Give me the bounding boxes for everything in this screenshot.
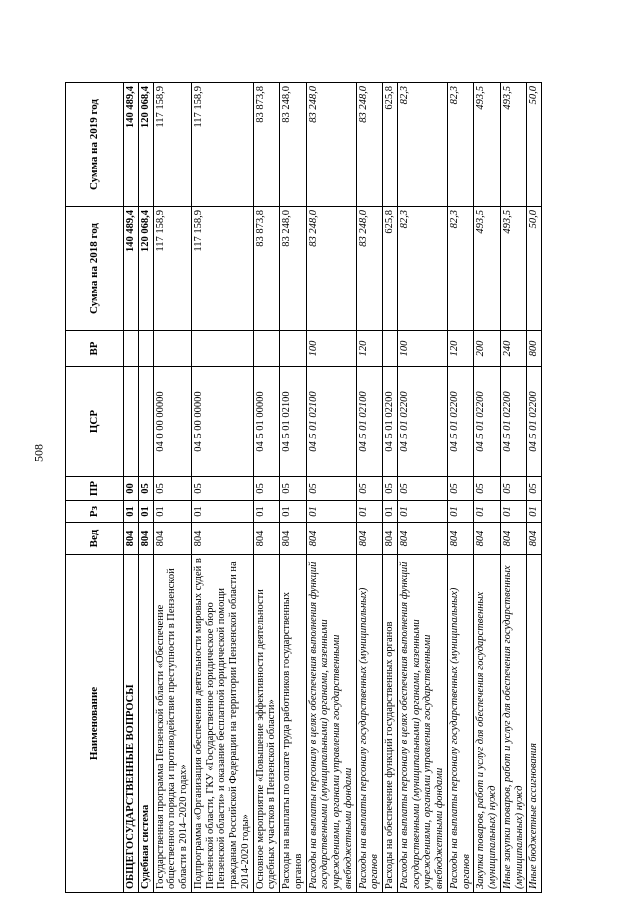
- cell-rz: 01: [191, 501, 253, 523]
- cell-rz: 01: [356, 501, 383, 523]
- header-csr: ЦСР: [66, 367, 124, 477]
- cell-sum-2018: 50,0: [527, 207, 542, 331]
- cell-csr: 04 5 00 00000: [191, 367, 253, 477]
- cell-csr: 04 0 00 00000: [153, 367, 191, 477]
- cell-csr: 04 5 01 02200: [397, 367, 447, 477]
- cell-sum-2019: 83 248,0: [306, 83, 356, 207]
- cell-pr: 05: [527, 477, 542, 501]
- cell-ved: 804: [356, 523, 383, 555]
- header-vr: ВР: [66, 331, 124, 367]
- cell-pr: 05: [500, 477, 527, 501]
- cell-rz: 01: [527, 501, 542, 523]
- cell-sum-2018: 82,3: [447, 207, 474, 331]
- cell-sum-2018: 493,5: [474, 207, 501, 331]
- table-row: [191, 83, 253, 893]
- cell-ved: 804: [397, 523, 447, 555]
- table-body: [124, 83, 542, 893]
- cell-pr: 05: [447, 477, 474, 501]
- cell-pr: 05: [191, 477, 253, 501]
- cell-sum-2018: 117 158,9: [153, 207, 191, 331]
- cell-sum-2019: 493,5: [474, 83, 501, 207]
- cell-vr: [253, 331, 280, 367]
- cell-sum-2018: 83 248,0: [280, 207, 307, 331]
- cell-pr: 05: [253, 477, 280, 501]
- cell-csr: 04 5 01 00000: [253, 367, 280, 477]
- cell-pr: 05: [356, 477, 383, 501]
- cell-csr: 04 5 01 02100: [356, 367, 383, 477]
- cell-name: Подпрограмма «Организация обеспечения деятельности мировых судей в Пензенской области, ГКУ «Государственное юридическое бюро Пензенской области» и оказание бесплатной юридической помощи гражданам Российской Федерации на территории Пензенской области на 2014-2020 годы»: [191, 555, 253, 893]
- cell-pr: 05: [474, 477, 501, 501]
- cell-name: Расходы на выплаты персоналу государственных (муниципальных) органов: [356, 555, 383, 893]
- table-row: [527, 83, 542, 893]
- cell-rz: 01: [253, 501, 280, 523]
- cell-sum-2019: 82,3: [447, 83, 474, 207]
- cell-name: Основное мероприятие «Повышение эффективности деятельности судебных участков в Пензенской области»: [253, 555, 280, 893]
- table-row: [383, 83, 398, 893]
- header-rz: Рз: [66, 501, 124, 523]
- cell-sum-2018: 83 248,0: [306, 207, 356, 331]
- cell-rz: 01: [474, 501, 501, 523]
- cell-name: Расходы на обеспечение функций государственных органов: [383, 555, 398, 893]
- cell-vr: 200: [474, 331, 501, 367]
- cell-rz: 01: [397, 501, 447, 523]
- cell-pr: 05: [306, 477, 356, 501]
- cell-sum-2019: 625,8: [383, 83, 398, 207]
- cell-name: Закупка товаров, работ и услуг для обеспечения государственных (муниципальных) нужд: [474, 555, 501, 893]
- cell-csr: 04 5 01 02200: [474, 367, 501, 477]
- cell-rz: 01: [500, 501, 527, 523]
- budget-table: [65, 82, 542, 893]
- page-number: 508: [31, 444, 46, 462]
- cell-vr: 120: [447, 331, 474, 367]
- header-pr: ПР: [66, 477, 124, 501]
- cell-pr: 05: [383, 477, 398, 501]
- table-row: [397, 83, 447, 893]
- cell-ved: 804: [447, 523, 474, 555]
- cell-sum-2019: 82,3: [397, 83, 447, 207]
- cell-name: ОБЩЕГОСУДАРСТВЕННЫЕ ВОПРОСЫ: [124, 555, 139, 893]
- cell-ved: 804: [153, 523, 191, 555]
- rotated-table-wrapper: [65, 83, 573, 893]
- table-row: [153, 83, 191, 893]
- cell-rz: 01: [306, 501, 356, 523]
- cell-name: Расходы на выплаты персоналу государственных (муниципальных) органов: [447, 555, 474, 893]
- cell-csr: 04 5 01 02100: [306, 367, 356, 477]
- cell-rz: 01: [124, 501, 139, 523]
- cell-rz: 01: [447, 501, 474, 523]
- cell-vr: [124, 331, 139, 367]
- table-row: [356, 83, 383, 893]
- cell-name: Иные бюджетные ассигнования: [527, 555, 542, 893]
- cell-sum-2018: 493,5: [500, 207, 527, 331]
- cell-rz: 01: [153, 501, 191, 523]
- cell-sum-2018: 625,8: [383, 207, 398, 331]
- cell-sum-2019: 140 489,4: [124, 83, 139, 207]
- cell-sum-2019: 83 248,0: [280, 83, 307, 207]
- cell-name: Расходы на выплаты по оплате труда работников государственных органов: [280, 555, 307, 893]
- table-row: [253, 83, 280, 893]
- header-sum-2019: Сумма на 2019 год: [66, 83, 124, 207]
- cell-sum-2018: 82,3: [397, 207, 447, 331]
- cell-vr: 100: [397, 331, 447, 367]
- cell-sum-2018: 120 068,4: [138, 207, 153, 331]
- cell-name: Расходы на выплаты персоналу в целях обеспечения выполнения функций государственными (муниципальными) органами, казенными учреждениями, органами управления государственными внебюджетными фондами: [306, 555, 356, 893]
- header-ved: Вед: [66, 523, 124, 555]
- cell-sum-2019: 83 248,0: [356, 83, 383, 207]
- cell-sum-2018: 140 489,4: [124, 207, 139, 331]
- cell-ved: 804: [527, 523, 542, 555]
- cell-csr: 04 5 01 02100: [280, 367, 307, 477]
- cell-csr: 04 5 01 02200: [527, 367, 542, 477]
- table-row: [280, 83, 307, 893]
- cell-csr: 04 5 01 02200: [383, 367, 398, 477]
- table-row: [124, 83, 139, 893]
- cell-csr: [138, 367, 153, 477]
- table-row: [474, 83, 501, 893]
- cell-csr: 04 5 01 02200: [500, 367, 527, 477]
- table-header-row: [66, 83, 124, 893]
- cell-csr: [124, 367, 139, 477]
- cell-name: Иные закупки товаров, работ и услуг для обеспечения государственных (муниципальных) нужд: [500, 555, 527, 893]
- cell-ved: 804: [124, 523, 139, 555]
- cell-vr: [280, 331, 307, 367]
- cell-ved: 804: [306, 523, 356, 555]
- cell-rz: 01: [383, 501, 398, 523]
- cell-sum-2019: 83 873,8: [253, 83, 280, 207]
- cell-pr: 05: [138, 477, 153, 501]
- cell-ved: 804: [191, 523, 253, 555]
- table-row: [447, 83, 474, 893]
- cell-vr: [383, 331, 398, 367]
- cell-vr: 800: [527, 331, 542, 367]
- cell-vr: [138, 331, 153, 367]
- cell-pr: 05: [153, 477, 191, 501]
- cell-sum-2019: 120 068,4: [138, 83, 153, 207]
- table-row: [500, 83, 527, 893]
- cell-vr: 240: [500, 331, 527, 367]
- cell-vr: 100: [306, 331, 356, 367]
- cell-csr: 04 5 01 02200: [447, 367, 474, 477]
- cell-sum-2019: 493,5: [500, 83, 527, 207]
- header-name: Наименование: [66, 555, 124, 893]
- cell-vr: 120: [356, 331, 383, 367]
- cell-name: Расходы на выплаты персоналу в целях обеспечения выполнения функций государственными (муниципальными) органами, казенными учреждениями, органами управления государственными внебюджетными фондами: [397, 555, 447, 893]
- cell-name: Государственная программа Пензенской области «Обеспечение общественного порядка и противодействие преступности в Пензенской области в 2014–2020 годах»: [153, 555, 191, 893]
- table-row: [138, 83, 153, 893]
- cell-ved: 804: [474, 523, 501, 555]
- cell-sum-2018: 117 158,9: [191, 207, 253, 331]
- table-row: [306, 83, 356, 893]
- cell-vr: [191, 331, 253, 367]
- cell-ved: 804: [383, 523, 398, 555]
- cell-pr: 00: [124, 477, 139, 501]
- cell-sum-2018: 83 248,0: [356, 207, 383, 331]
- cell-sum-2019: 117 158,9: [153, 83, 191, 207]
- cell-ved: 804: [138, 523, 153, 555]
- cell-sum-2019: 117 158,9: [191, 83, 253, 207]
- cell-ved: 804: [500, 523, 527, 555]
- cell-sum-2018: 83 873,8: [253, 207, 280, 331]
- header-sum-2018: Сумма на 2018 год: [66, 207, 124, 331]
- cell-sum-2019: 50,0: [527, 83, 542, 207]
- cell-ved: 804: [253, 523, 280, 555]
- cell-vr: [153, 331, 191, 367]
- cell-pr: 05: [280, 477, 307, 501]
- cell-pr: 05: [397, 477, 447, 501]
- cell-rz: 01: [138, 501, 153, 523]
- cell-name: Судебная система: [138, 555, 153, 893]
- cell-ved: 804: [280, 523, 307, 555]
- cell-rz: 01: [280, 501, 307, 523]
